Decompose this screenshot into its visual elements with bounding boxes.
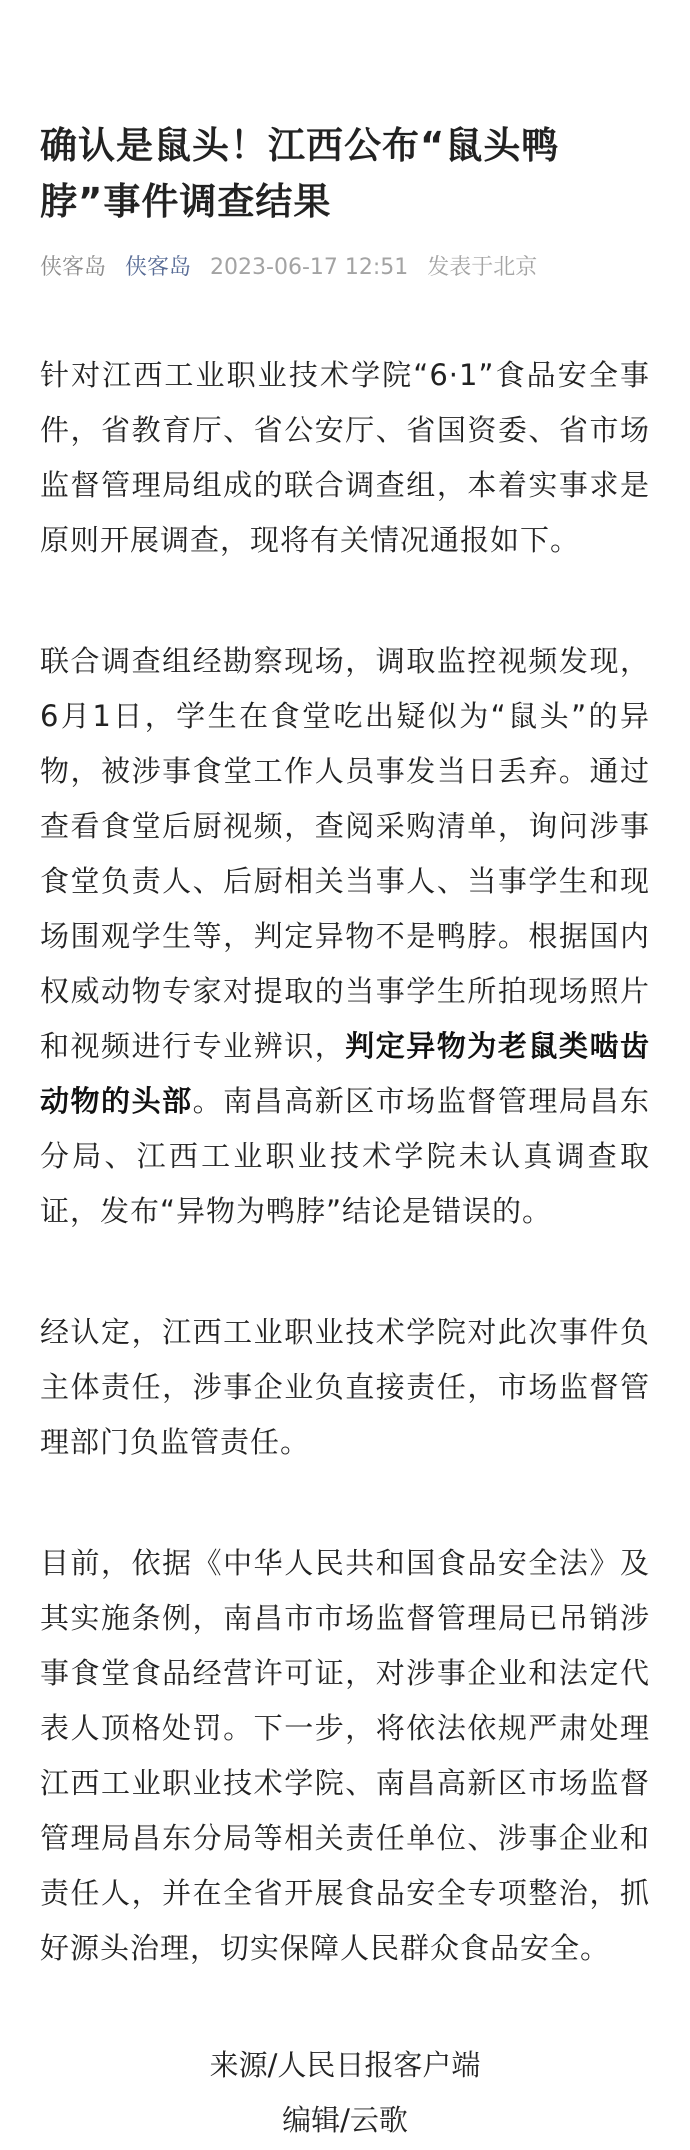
- paragraph-findings: [40, 634, 650, 1239]
- editor-credit: 编辑/云歌: [282, 2103, 408, 2137]
- paragraph-intro: 针对江西工业职业技术学院“6·1”食品安全事件，省教育厅、省公安厅、省国资委、省市场监督管理局组成的联合调查组，本着实事求是原则开展调查，现将有关情况通报如下。: [40, 358, 650, 557]
- paragraph-actions: 目前，依据《中华人民共和国食品安全法》及其实施条例，南昌市市场监督管理局已吊销涉事食堂食品经营许可证，对涉事企业和法定代表人顶格处罚。下一步，将依法依规严肃处理江西工业职业技术学院、南昌高新区市场监督管理局昌东分局等相关责任单位、涉事企业和责任人，并在全省开展食品安全专项整治，抓好源头治理，切实保障人民群众食品安全。: [40, 1546, 650, 1965]
- author-name: 侠客岛: [40, 255, 107, 280]
- publish-date: 2023-06-17 12:51: [210, 255, 409, 280]
- article-meta: [40, 252, 650, 284]
- findings-text-before: 联合调查组经勘察现场，调取监控视频发现，6月1日，学生在食堂吃出疑似为“鼠头”的异物，被涉事食堂工作人员事发当日丢弃。通过查看食堂后厨视频，查阅采购清单，询问涉事食堂负责人、后厨相关当事人、当事学生和现场围观学生等，判定异物不是鸭脖。根据国内权威动物专家对提取的当事学生所拍现场照片和视频进行专业辨识，: [40, 644, 650, 1063]
- article-title: 确认是鼠头！江西公布“鼠头鸭脖”事件调查结果: [40, 124, 560, 223]
- article-body: [40, 348, 650, 1976]
- source-credit: 来源/人民日报客户端: [209, 2048, 481, 2082]
- findings-conclusion-bold: 判定异物为老鼠类啮齿动物的头部: [40, 1029, 650, 1118]
- paragraph-responsibility: 经认定，江西工业职业技术学院对此次事件负主体责任，涉事企业负直接责任，市场监督管理部门负监管责任。: [40, 1315, 650, 1459]
- publish-location: 发表于北京: [427, 255, 538, 280]
- findings-text-after: 。南昌高新区市场监督管理局昌东分局、江西工业职业技术学院未认真调查取证，发布“异物为鸭脖”结论是错误的。: [40, 1084, 650, 1228]
- account-link[interactable]: 侠客岛: [125, 255, 192, 280]
- article-footer: [40, 2038, 650, 2148]
